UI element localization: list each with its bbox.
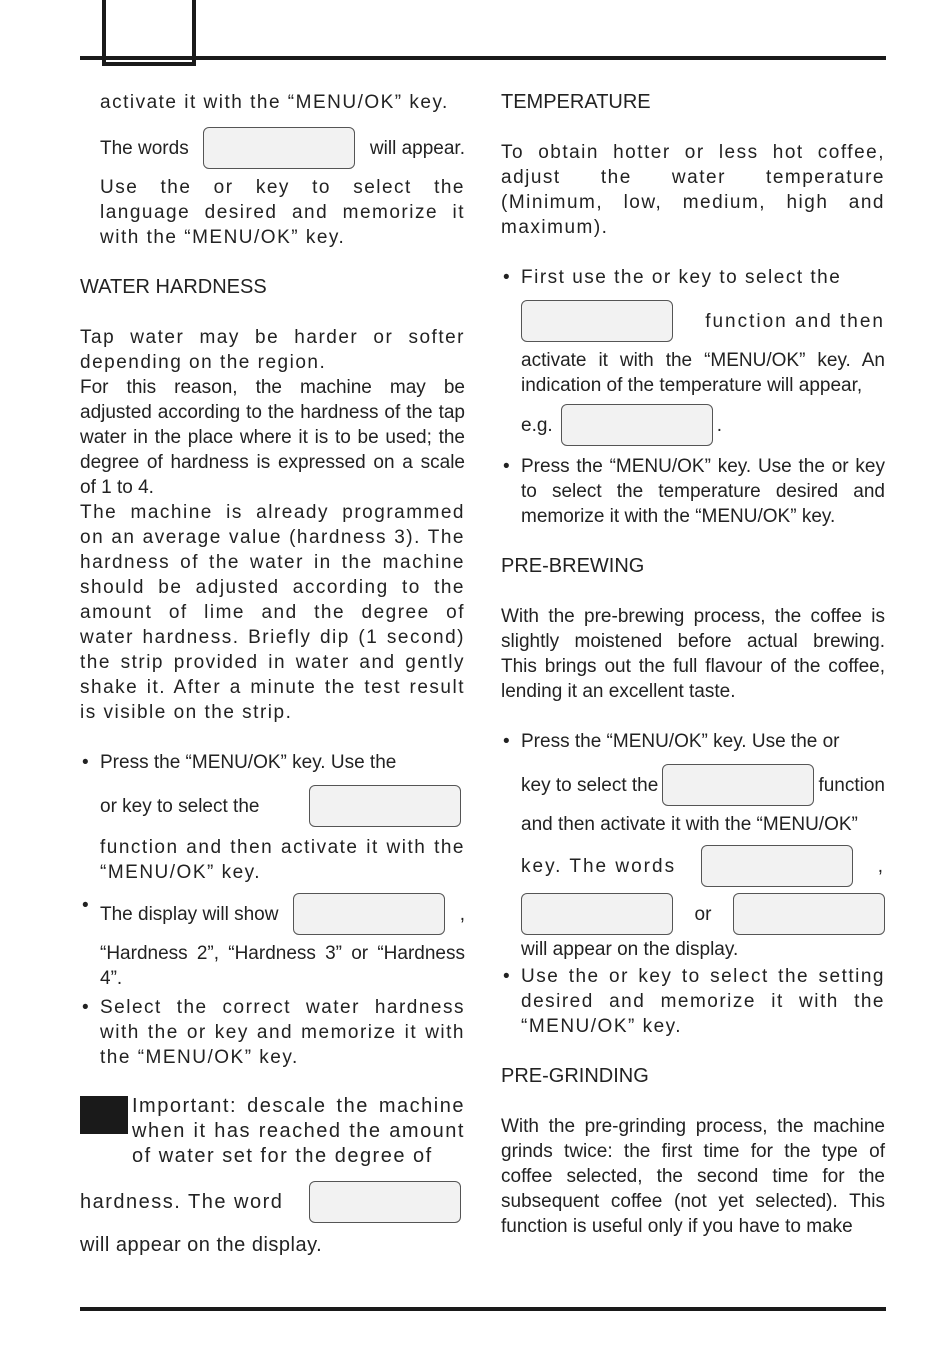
display-box-temperature-function xyxy=(521,300,673,342)
select-hardness-text: • Select the correct water hardness with the or key and memorize it with the “MENU/OK” key. xyxy=(100,997,465,1068)
water-hardness-programmed: The machine is already programmed on an average value (hardness 3). The hardness of the water in the machine should be adjusted according to the amount of lime and the degree of water hardness. Briefly dip (1 second) the strip provided in water and gently shake it. After a minute the test result is visible on the strip. xyxy=(80,502,465,723)
temp-select-text: • First use the or key to select the xyxy=(521,267,842,288)
water-hardness-reason: For this reason, the machine may be adjusted according to the hardness of the tap water in the place where it is to be used; the degree of hardness is expressed on a scale of 1 to 4. xyxy=(80,377,465,498)
pre-brewing-intro: With the pre-brewing process, the coffee is slightly moistened before actual brewing. This brings out the full flavour of the coffee, lending it an excellent taste. xyxy=(501,606,885,702)
language-activate-text: activate it with the “MENU/OK” key. xyxy=(100,92,449,113)
bullet-select-hardness xyxy=(80,995,465,1070)
right-column xyxy=(501,90,885,1239)
display-box-prebrew-3 xyxy=(733,893,885,935)
will-appear-label: will appear. xyxy=(369,137,465,159)
prebrew-activate-text: and then activate it with the “MENU/OK” xyxy=(521,814,858,835)
bullet-temp-select xyxy=(501,265,885,446)
words-line xyxy=(80,127,465,169)
language-select-text: Use the or key to select the language desired and memorize it with the “MENU/OK” key. xyxy=(100,177,465,248)
note-appear-text: will appear on the display. xyxy=(80,1234,323,1256)
words-label: The words xyxy=(100,137,189,159)
top-rule xyxy=(80,56,886,60)
warning-square-icon xyxy=(80,1096,128,1134)
pre-grinding-intro: With the pre-grinding process, the machine grinds twice: the first time for the type of coffee selected, the second time for the subsequent coffee (not yet selected). This function is useful only if you have to make xyxy=(501,1116,885,1237)
heading-pre-grinding: PRE-GRINDING xyxy=(501,1065,649,1087)
display-box-hardness-1 xyxy=(293,893,445,935)
note-word-line xyxy=(80,1181,465,1223)
display-box-prebrew-1 xyxy=(701,845,853,887)
bottom-rule xyxy=(80,1307,886,1311)
prebrew-select-line xyxy=(521,764,885,806)
function-then-label: function and then xyxy=(705,310,885,332)
function-label: function xyxy=(818,774,885,796)
activate-text: function and then activate it with the “MENU/OK” key. xyxy=(100,837,465,883)
prebrew-press-text: • Press the “MENU/OK” key. Use the or xyxy=(521,731,840,752)
prebrew-appear-text: will appear on the display. xyxy=(521,939,739,960)
comma-2: , xyxy=(877,855,885,877)
prebrew-words-label: key. The words xyxy=(521,855,677,877)
bullet-display-show xyxy=(80,893,465,991)
heading-temperature: TEMPERATURE xyxy=(501,91,651,113)
temp-activate-text: activate it with the “MENU/OK” key. An indication of the temperature will appear, xyxy=(521,350,885,396)
select-line xyxy=(100,785,465,827)
left-column xyxy=(80,90,465,1258)
or-label: or xyxy=(694,903,712,925)
hardness-levels-text: “Hardness 2”, “Hardness 3” or “Hardness 4”. xyxy=(100,943,465,989)
heading-pre-brewing: PRE-BREWING xyxy=(501,555,645,577)
temp-press-text: • Press the “MENU/OK” key. Use the or key to select the temperature desired and memorize it with the “MENU/OK” key. xyxy=(521,456,885,527)
prebrew-select-label: key to select the xyxy=(521,774,659,796)
bullet-temp-press xyxy=(501,454,885,529)
select-label: or key to select the xyxy=(100,795,260,817)
bullet-prebrew-press xyxy=(501,729,885,962)
important-note xyxy=(80,1094,465,1258)
bullet-prebrew-select xyxy=(501,964,885,1039)
display-show-line xyxy=(100,893,465,935)
heading-water-hardness: WATER HARDNESS xyxy=(80,276,267,298)
display-box-descale xyxy=(309,1181,461,1223)
temp-eg-line xyxy=(521,404,885,446)
prebrew-words-line xyxy=(521,845,885,887)
prebrew-options-line xyxy=(521,893,885,935)
period: . xyxy=(716,414,722,436)
note-text: Important: descale the machine when it has reached the amount of water set for the degree of xyxy=(132,1095,465,1167)
note-word-label: hardness. The word xyxy=(80,1190,284,1213)
display-box-hardness-function xyxy=(309,785,461,827)
comma: , xyxy=(459,903,465,925)
bullet-press-menu xyxy=(80,750,465,885)
temperature-intro: To obtain hotter or less hot coffee, adjust the water temperature (Minimum, low, medium, high and maximum). xyxy=(501,142,885,238)
temp-function-line xyxy=(521,300,885,342)
prebrew-select-text: • Use the or key to select the setting desired and memorize it with the “MENU/OK” key. xyxy=(521,966,885,1037)
display-box-prebrew-2 xyxy=(521,893,673,935)
bullet-text: • Press the “MENU/OK” key. Use the xyxy=(100,752,397,773)
eg-label: e.g. xyxy=(521,414,553,436)
display-box-temperature-value xyxy=(561,404,713,446)
display-box-language xyxy=(203,127,355,169)
water-hardness-intro: Tap water may be harder or softer depending on the region. xyxy=(80,327,465,373)
display-show-label: • The display will show xyxy=(100,903,279,925)
display-box-prebrew-function xyxy=(662,764,814,806)
